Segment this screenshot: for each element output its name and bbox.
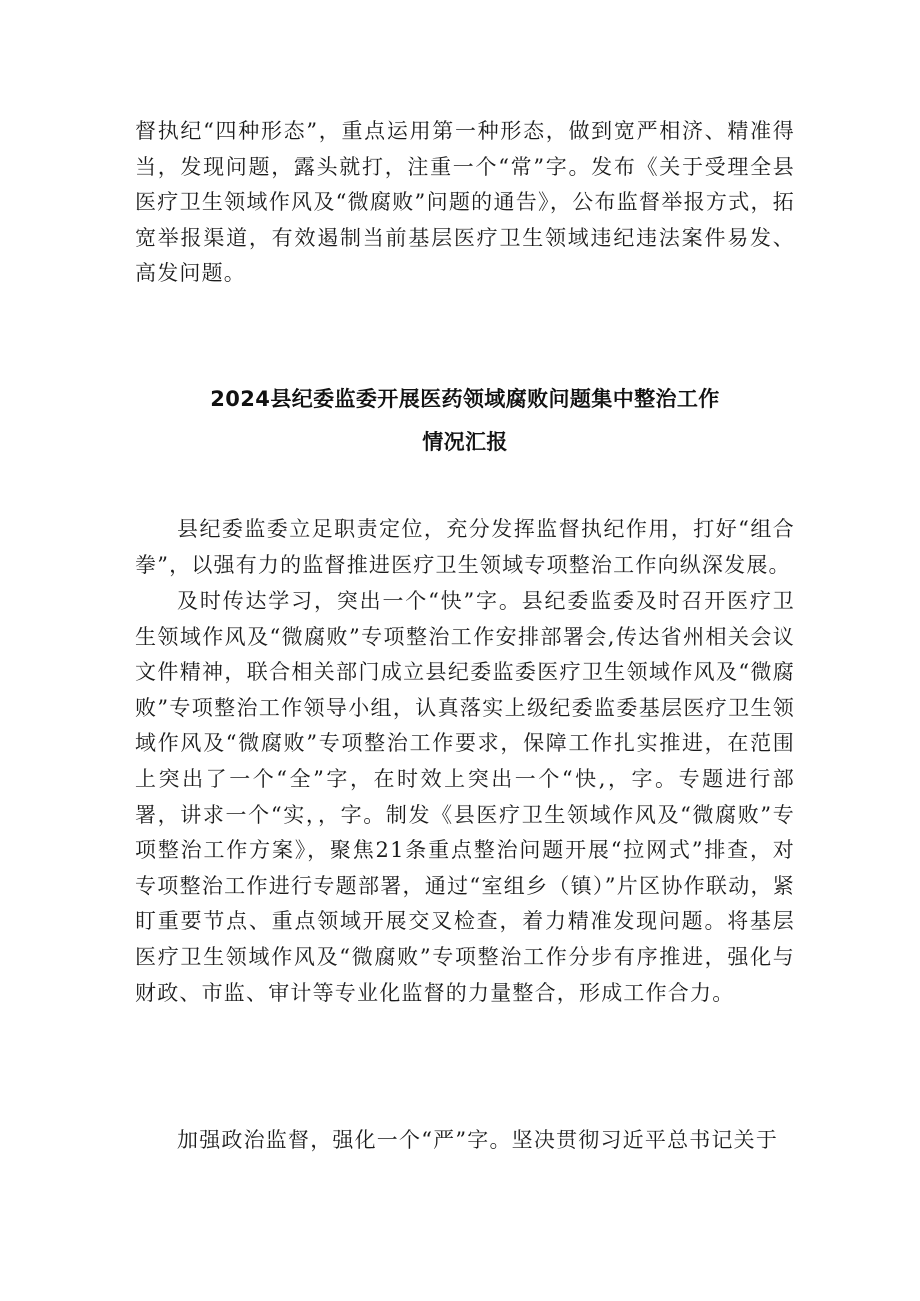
document-title-line2: 情况汇报	[422, 430, 508, 454]
document-title	[135, 378, 795, 464]
document-title-line1: 2024县纪委监委开展医药领域腐败问题集中整治工作	[210, 387, 720, 411]
continuation-paragraph: 督执纪“四种形态”，重点运用第一种形态，做到宽严相济、精准得当，发现问题，露头就打，注重一个“常”字。发布《关于受理全县医疗卫生领域作风及“微腐败”问题的通告》，公布监督举报方式，拓宽举报渠道，有效遏制当前基层医疗卫生领域违纪违法案件易发、高发问题。	[135, 119, 795, 286]
section-paragraph-strict: 加强政治监督，强化一个“严”字。坚决贯彻习近平总书记关于	[177, 1128, 779, 1152]
section-paragraph-quick: 及时传达学习，突出一个“快”字。县纪委监委及时召开医疗卫生领域作风及“微腐败”专项整治工作安排部署会,传达省州相关会议文件精神，联合相关部门成立县纪委监委医疗卫生领域作风及“微腐败”专项整治工作领导小组，认真落实上级纪委监委基层医疗卫生领域作风及“微腐败”专项整治工作要求，保障工作扎实推进，在范围上突出了一个“全”字，在时效上突出一个“快,，字。专题进行部署，讲求一个“实，，字。制发《县医疗卫生领域作风及“微腐败”专项整治工作方案》，聚焦21条重点整治问题开展“拉网式”排查，对专项整治工作进行专题部署，通过“室组乡（镇）”片区协作联动，紧盯重要节点、重点领域开展交叉检查，着力精准发现问题。将基层医疗卫生领域作风及“微腐败”专项整治工作分步有序推进，强化与财政、市监、审计等专业化监督的力量整合，形成工作合力。	[135, 589, 795, 1005]
intro-paragraph: 县纪委监委立足职责定位，充分发挥监督执纪作用，打好“组合拳”，以强有力的监督推进医疗卫生领域专项整治工作向纵深发展。	[135, 517, 795, 577]
